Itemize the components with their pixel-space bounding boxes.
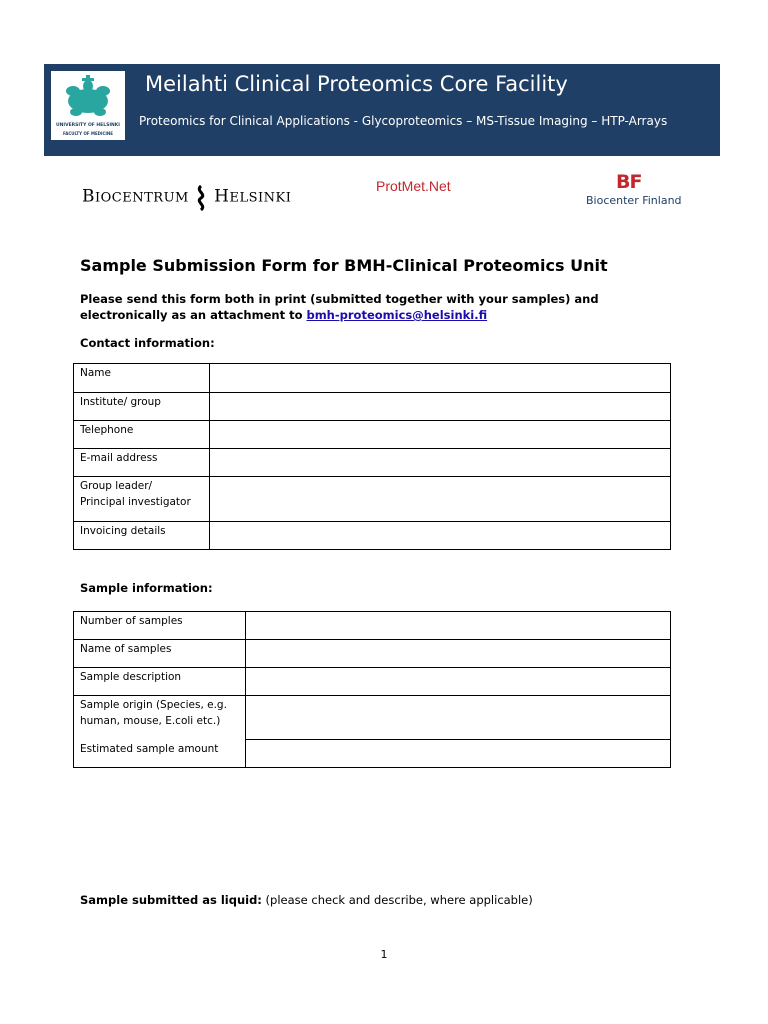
table-row <box>74 393 671 421</box>
helsinki-rest: ELSINKI <box>229 190 292 206</box>
sample-description-label: Sample description <box>74 668 246 696</box>
intro-paragraph <box>80 291 680 323</box>
sample-name-field[interactable] <box>245 640 670 668</box>
contact-group-leader-label <box>74 477 210 522</box>
table-row <box>74 522 671 550</box>
biocentrum-mark-icon <box>194 185 208 211</box>
sample-origin-line1: Sample origin (Species, e.g. <box>80 699 227 711</box>
banner-title: Meilahti Clinical Proteomics Core Facility <box>145 72 568 96</box>
biocentrum-initial: B <box>82 186 95 207</box>
sample-amount-field[interactable] <box>245 740 670 768</box>
biocentrum-rest: IOCENTRUM <box>95 190 189 206</box>
contact-institute-label: Institute/ group <box>74 393 210 421</box>
intro-text: Please send this form both in print (submitted together with your samples) and electronically as an attachment to <box>80 292 599 322</box>
contact-group-leader-field[interactable] <box>209 477 670 522</box>
liquid-label: Sample submitted as liquid: <box>80 893 262 907</box>
group-leader-line1: Group leader/ <box>80 480 153 492</box>
contact-table <box>73 363 671 550</box>
table-row <box>74 612 671 640</box>
table-row <box>74 364 671 393</box>
table-row <box>74 696 671 740</box>
contact-email-field[interactable] <box>209 449 670 477</box>
contact-invoicing-label: Invoicing details <box>74 522 210 550</box>
sample-number-field[interactable] <box>245 612 670 640</box>
table-row <box>74 668 671 696</box>
contact-institute-field[interactable] <box>209 393 670 421</box>
liquid-section-heading <box>80 893 533 907</box>
sample-origin-field[interactable] <box>245 696 670 740</box>
sample-info-heading: Sample information: <box>80 581 213 595</box>
table-row <box>74 640 671 668</box>
contact-invoicing-field[interactable] <box>209 522 670 550</box>
sample-table <box>73 611 671 768</box>
form-title: Sample Submission Form for BMH-Clinical Proteomics Unit <box>80 256 608 275</box>
biocenter-finland-mark: BF <box>616 171 642 193</box>
table-row <box>74 449 671 477</box>
sample-origin-line2: human, mouse, E.coli etc.) <box>80 715 221 727</box>
biocentrum-helsinki-logo <box>82 185 291 211</box>
table-row <box>74 740 671 768</box>
liquid-note: (please check and describe, where applicable) <box>261 893 533 907</box>
helsinki-initial: H <box>214 186 230 207</box>
sample-amount-label: Estimated sample amount <box>74 740 246 768</box>
biocenter-finland-label: Biocenter Finland <box>586 194 682 207</box>
logo-line1: UNIVERSITY OF HELSINKI <box>56 123 120 128</box>
contact-email-label: E-mail address <box>74 449 210 477</box>
group-leader-line2: Principal investigator <box>80 496 191 508</box>
email-link[interactable]: bmh-proteomics@helsinki.fi <box>306 308 488 322</box>
sample-number-label: Number of samples <box>74 612 246 640</box>
contact-telephone-label: Telephone <box>74 421 210 449</box>
table-row <box>74 477 671 522</box>
contact-name-field[interactable] <box>209 364 670 393</box>
banner-subtitle: Proteomics for Clinical Applications - Glycoproteomics – MS-Tissue Imaging – HTP-Arrays <box>139 114 668 128</box>
sample-description-field[interactable] <box>245 668 670 696</box>
header-banner <box>44 64 720 156</box>
page-number: 1 <box>380 948 388 961</box>
sample-name-label: Name of samples <box>74 640 246 668</box>
logo-line2: FACULTY OF MEDICINE <box>62 131 113 136</box>
contact-name-label: Name <box>74 364 210 393</box>
sample-origin-label <box>74 696 246 740</box>
table-row <box>74 421 671 449</box>
university-logo <box>51 71 125 140</box>
contact-info-heading: Contact information: <box>80 336 215 350</box>
contact-telephone-field[interactable] <box>209 421 670 449</box>
protmet-logo: ProtMet.Net <box>376 178 451 194</box>
